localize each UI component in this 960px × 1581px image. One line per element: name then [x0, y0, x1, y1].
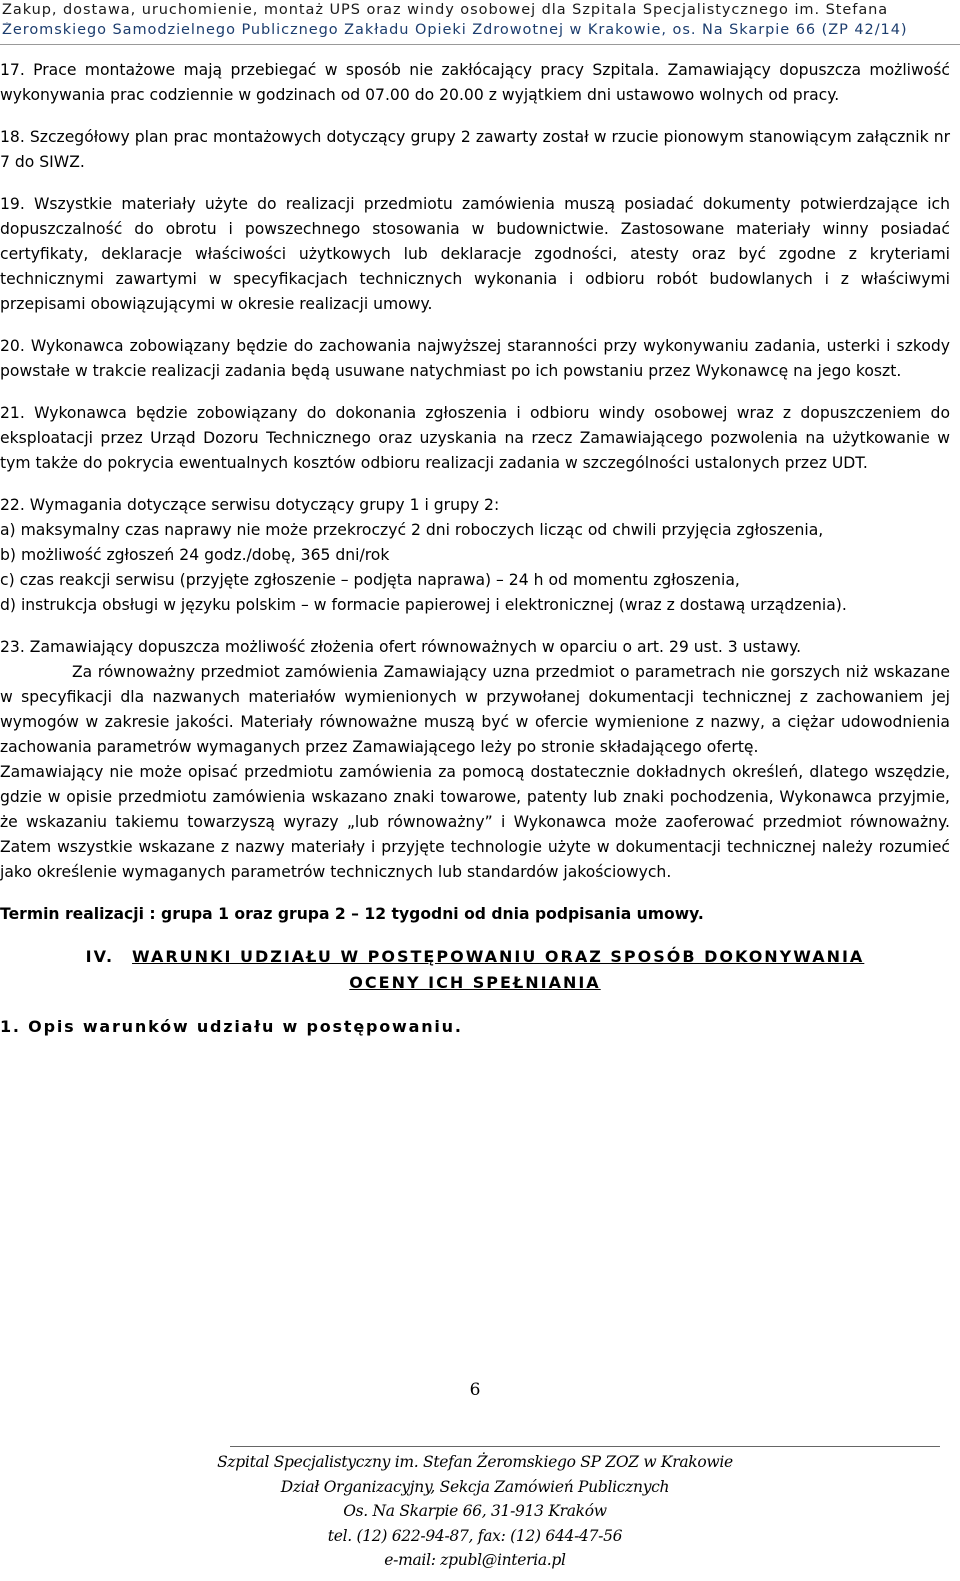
paragraph-22-item-b: b) możliwość zgłoszeń 24 godz./dobę, 365 dni/rok [0, 546, 390, 564]
paragraph-20: 20. Wykonawca zobowiązany będzie do zachowania najwyższej staranności przy wykonywaniu zadania, usterki i szkody powstałe w trakcie realizacji zadania będą usuwane natychmiast po ich powstaniu przez Wykonawcę na jego koszt. [0, 337, 950, 380]
footer-divider [230, 1446, 940, 1447]
paragraph-23-trademarks: Zamawiający nie może opisać przedmiotu zamówienia za pomocą dostatecznie dokładnych określeń, dlatego wszędzie, gdzie w opisie przedmiotu zamówienia wskazano znaki towarowe, patenty lub znaki pochodzenia, Wykonawca przyjmie, że wskazaniu takiemu towarzyszą wyrazy „lub równoważny” i Wykonawca może zaoferować przedmiot równoważny. Zatem wszystkie wskazane z nazwy materiały i przyjęte technologie użyte w dokumentacji technicznej należy rozumieć jako określenie wymaganych parametrów technicznych lub standardów jakościowych. [0, 763, 950, 881]
paragraph-22-item-a: a) maksymalny czas naprawy nie może przekroczyć 2 dni roboczych licząc od chwili przyjęcia zgłoszenia, [0, 521, 824, 539]
section-heading [0, 944, 950, 996]
page-number: 6 [469, 1380, 481, 1400]
paragraph-21: 21. Wykonawca będzie zobowiązany do dokonania zgłoszenia i odbioru windy osobowej wraz z dopuszczeniem do eksploatacji przez Urząd Dozoru Technicznego oraz uzyskania na rzecz Zamawiającego pozwolenia na użytkowanie w tym także do pokrycia ewentualnych kosztów odbioru realizacji zadania w szczególności ustalonych przez UDT. [0, 404, 950, 472]
footer-line-4: tel. (12) 622-94-87, fax: (12) 644-47-56 [327, 1526, 623, 1545]
paragraph-17: 17. Prace montażowe mają przebiegać w sposób nie zakłócający pracy Szpitala. Zamawiający dopuszcza możliwość wykonywania prac codziennie w godzinach od 07.00 do 20.00 z wyjątkiem dni ustawowo wolnych od pracy. [0, 61, 950, 104]
footer [0, 1450, 950, 1573]
footer-line-2: Dział Organizacyjny, Sekcja Zamówień Publicznych [280, 1477, 670, 1496]
paragraph-22-item-c: c) czas reakcji serwisu (przyjęte zgłoszenie – podjęta naprawa) – 24 h od momentu zgłoszenia, [0, 571, 740, 589]
paragraph-18: 18. Szczegółowy plan prac montażowych dotyczący grupy 2 zawarty został w rzucie pionowym stanowiącym załącznik nr 7 do SIWZ. [0, 128, 950, 171]
header-line-1: Zakup, dostawa, uruchomienie, montaż UPS oraz windy osobowej dla Szpitala Specjalistycznego im. Stefana [2, 2, 889, 18]
section-title-line-1: WARUNKI UDZIAŁU W POSTĘPOWANIU ORAZ SPOSÓB DOKONYWANIA [132, 947, 865, 966]
footer-line-5: e-mail: zpubl@interia.pl [384, 1551, 566, 1569]
header-divider [0, 44, 960, 45]
paragraph-19: 19. Wszystkie materiały użyte do realizacji przedmiotu zamówienia muszą posiadać dokumenty potwierdzające ich dopuszczalność do obrotu i powszechnego stosowania w budownictwie. Zastosowane materiały winny posiadać certyfikaty, deklaracje właściwości użytkowych lub deklaracje zgodności, atesty oraz być zgodne z kryteriami technicznymi zawartymi w specyfikacjach technicznych wykonania i odbioru robót budowlanych i z właściwymi przepisami obowiązującymi w okresie realizacji umowy. [0, 195, 950, 313]
paragraph-22 [0, 493, 950, 618]
subsection-heading: 1. Opis warunków udziału w postępowaniu. [0, 1017, 463, 1036]
paragraph-22-intro: 22. Wymagania dotyczące serwisu dotyczący grupy 1 i grupy 2: [0, 496, 500, 514]
paragraph-23-intro: 23. Zamawiający dopuszcza możliwość złożenia ofert równoważnych w oparciu o art. 29 ust. 3 ustawy. [0, 638, 802, 656]
document-body [0, 58, 950, 1039]
paragraph-23 [0, 635, 950, 885]
footer-line-1: Szpital Specjalistyczny im. Stefan Żeromskiego SP ZOZ w Krakowie [217, 1453, 733, 1471]
paragraph-23-equivalents: Za równoważny przedmiot zamówienia Zamawiający uzna przedmiot o parametrach nie gorszych niż wskazane w specyfikacji dla nazwanych materiałów wymienionych w przywołanej dokumentacji technicznej z zachowaniem jej wymogów w zakresie jakości. Materiały równoważne muszą być w ofercie wymienione z nazwy, a ciężar udowodnienia zachowania parametrów wymaganych przez Zamawiającego leży po stronie składającego ofertę. [0, 663, 950, 756]
footer-line-3: Os. Na Skarpie 66, 31-913 Kraków [343, 1502, 607, 1520]
section-number: IV. [85, 947, 115, 966]
section-title-line-2: OCENY ICH SPEŁNIANIA [349, 973, 601, 992]
header-line-2: Żeromskiego Samodzielnego Publicznego Zakładu Opieki Zdrowotnej w Krakowie, os. Na Skarpie 66 (ZP 42/14) [2, 22, 908, 38]
paragraph-22-item-d: d) instrukcja obsługi w języku polskim – w formacie papierowej i elektronicznej (wraz z dostawą urządzenia). [0, 596, 847, 614]
deadline-statement: Termin realizacji : grupa 1 oraz grupa 2 – 12 tygodni od dnia podpisania umowy. [0, 905, 704, 923]
